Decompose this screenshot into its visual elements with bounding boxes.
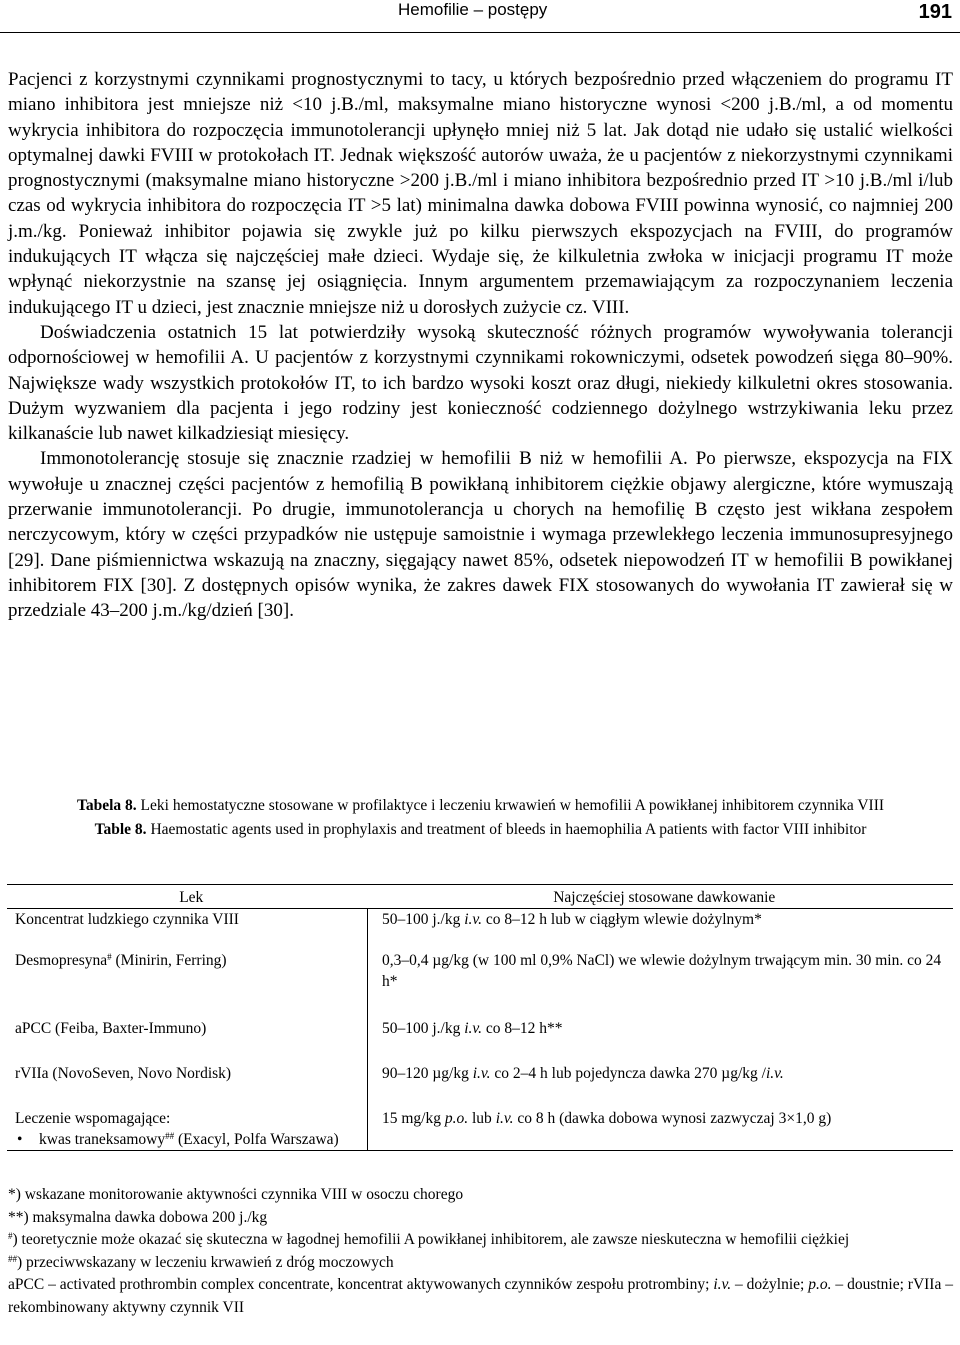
dose-text: co 8 h (dawka dobowa wynosi zazwyczaj 3×1,0 g) (513, 1110, 832, 1127)
table-footnotes (8, 1184, 953, 1319)
footnote (8, 1229, 953, 1252)
drug-cell: Koncentrat ludzkiego czynnika VIII (7, 909, 368, 951)
dose-text: co 8–12 h** (482, 1020, 563, 1037)
table-row (7, 1018, 953, 1063)
column-header-dose: Najczęściej stosowane dawkowanie (368, 885, 954, 909)
route-text: p.o. (808, 1276, 832, 1293)
table-row (7, 1063, 953, 1108)
footnote-text: ) teoretycznie może okazać się skuteczna w łagodnej hemofilii A powikłanej inhibitorem, ale zawsze nieskuteczna w hemofilii ciężkiej (12, 1231, 850, 1248)
route-text: i.v. (464, 1020, 483, 1037)
route-text: p.o. (444, 1110, 469, 1127)
drug-text: Desmopresyna (15, 952, 108, 969)
drug-table (7, 884, 953, 1151)
list-item (15, 1129, 359, 1150)
dose-cell: 0,3–0,4 µg/kg (w 100 ml 0,9% NaCl) we wlewie dożylnym trwającym min. 30 min. co 24 h* (382, 952, 942, 990)
footnote-mark: # (8, 1231, 13, 1241)
dose-text: 15 mg/kg (382, 1110, 445, 1127)
dose-cell (368, 909, 954, 951)
drug-text: (Exacyl, Polfa Warszawa) (174, 1131, 339, 1148)
body-text (8, 67, 953, 624)
route-text: i.v. (713, 1276, 732, 1293)
dose-text: co 8–12 h lub w ciągłym wlewie dożylnym* (482, 911, 762, 928)
drug-cell: rVIIa (NovoSeven, Novo Nordisk) (7, 1063, 368, 1108)
table-caption (8, 794, 953, 842)
drug-cell: aPCC (Feiba, Baxter-Immuno) (7, 1018, 368, 1063)
footnote-mark: # (107, 952, 112, 962)
footnote (8, 1274, 953, 1319)
caption-label: Tabela 8. (76, 797, 137, 814)
page-header (0, 0, 960, 36)
paragraph: Doświadczenia ostatnich 15 lat potwierdziły wysoką skuteczność różnych programów wywoływania tolerancji odpornościowej w hemofilii A. U pacjentów z korzystnymi czynnikami rokowniczymi, odsetek powodzeń sięga 80–90%. Największe wady wszystkich protokołów IT, to ich bardzo wysoki koszt oraz długi, niekiedy kilkuletni okres stosowania. Dużym wyzwaniem dla pacjenta i jego rodziny jest konieczność codziennego dożylnego wstrzykiwania leku przez kilkanaście lub nawet kilkadziesiąt miesięcy. (8, 321, 953, 445)
page-number: 191 (918, 1, 952, 23)
caption-english (8, 818, 953, 842)
footnote-text: ) przeciwwskazany w leczeniu krwawień z dróg moczowych (17, 1253, 394, 1271)
dose-text: lub (468, 1110, 496, 1127)
footnote: *) wskazane monitorowanie aktywności czynnika VIII w osoczu chorego (8, 1186, 464, 1203)
header-rule (0, 32, 960, 33)
table-row (7, 1108, 953, 1151)
caption-polish (8, 794, 953, 818)
drug-cell (7, 950, 368, 1018)
dose-cell (368, 1018, 954, 1063)
route-text: i.v. (464, 911, 483, 928)
footnote-text: – doustnie; rVIIa – rekombinowany aktywny czynnik VII (8, 1276, 954, 1316)
supportive-list (15, 1129, 359, 1150)
column-header-drug: Lek (7, 885, 368, 909)
paragraph: Pacjenci z korzystnymi czynnikami prognostycznymi to tacy, u których bezpośrednio przed włączeniem do programu IT miano inhibitora jest mniejsze niż <10 j.B./ml, maksymalne miano historyczne wynosi <200 j.B./ml, a od momentu wykrycia inhibitora do rozpoczęcia immunotolerancji upłynęło mniej niż 5 lat. Jak dotąd nie udało się ustalić wielkości optymalnej dawki FVIII w protokołach IT. Jednak większość autorów uważa, że u pacjentów z niekorzystnymi czynnikami prognostycznymi (maksymalne miano historyczne >200 j.B./ml i miano inhibitora bezpośrednio przed IT >10 j.B./ml i/lub czas od wykrycia inhibitora do rozpoczęcia IT >5 lat) minimalna dawka dobowa FVIII powinna wynosić, co najmniej 200 j.m./kg. Ponieważ inhibitor pojawia się zwykle już po kilku pierwszych ekspozycjach na FVIII, do programów indukujących IT włącza się najczęściej małe dzieci. Wydaje się, że kilkuletnia zwłoka w inicjacji programu IT może wpłynąć niekorzystnie na szansę jej osiągnięcia. Innym argumentem przemawiającym za rozpoczynaniem leczenia indukującego IT u dzieci, jest znacznie mniejsze niż u dorosłych zużycie cz. VIII. (8, 69, 953, 318)
table-row (7, 909, 953, 951)
caption-text: Leki hemostatyczne stosowane w profilaktyce i leczeniu krwawień w hemofilii A powikłanej inhibitorem czynnika VIII (140, 797, 885, 814)
footnote-mark: ## (8, 1253, 17, 1264)
running-head: Hemofilie – postępy (398, 0, 548, 19)
dose-text: co 2–4 h lub pojedyncza dawka 270 µg/kg / (490, 1065, 766, 1082)
footnote (8, 1252, 953, 1275)
dose-text: 50–100 j./kg (382, 1020, 465, 1037)
footnote: **) maksymalna dawka dobowa 200 j./kg (8, 1208, 268, 1226)
dose-cell (368, 1108, 954, 1151)
footnote-text: aPCC – activated prothrombin complex concentrate, koncentrat aktywowanych czynników zespołu protrombiny; (8, 1276, 714, 1293)
drug-text: kwas traneksamowy (39, 1131, 166, 1148)
drug-cell (7, 1108, 368, 1151)
route-text: i.v. (472, 1065, 491, 1082)
supportive-heading: Leczenie wspomagające: (15, 1110, 171, 1127)
paragraph: Immonotolerancję stosuje się znacznie rzadziej w hemofilii B niż w hemofilii A. Po pierwsze, ekspozycja na FIX wywołuje u znacznej części pacjentów z hemofilią B powikłaną inhibitorem ciężkie objawy alergiczne, które wymuszają przerwanie immunotolerancji. Po drugie, immunotolerancja u chorych na hemofilię B często jest wikłana zespołem nerczycowym, który w części przypadków nie ustępuje samoistnie i wymaga przewlekłego leczenia immunosupresyjnego [29]. Dane piśmiennictwa wskazują na znaczny, sięgający nawet 85%, odsetek niepowodzeń IT w hemofilii B powikłanej inhibitorem FIX [30]. Z dostępnych opisów wynika, że zakres dawek FIX stosowanych do wywołania IT zawierał się w przedziale 43–200 j.m./kg/dzień [30]. (8, 448, 953, 622)
caption-text: Haemostatic agents used in prophylaxis and treatment of bleeds in haemophilia A patients with factor VIII inhibitor (150, 821, 867, 838)
dose-text: 90–120 µg/kg (382, 1065, 473, 1082)
caption-label: Table 8. (94, 821, 147, 838)
route-text: i.v. (765, 1065, 784, 1082)
route-text: i.v. (495, 1110, 514, 1127)
drug-text: (Minirin, Ferring) (111, 952, 227, 969)
footnote-mark: ## (165, 1131, 175, 1141)
dose-cell (368, 1063, 954, 1108)
table-row (7, 950, 953, 1018)
footnote-text: – dożylnie; (731, 1276, 809, 1293)
dose-text: 50–100 j./kg (382, 911, 465, 928)
table-header-row (7, 885, 953, 909)
